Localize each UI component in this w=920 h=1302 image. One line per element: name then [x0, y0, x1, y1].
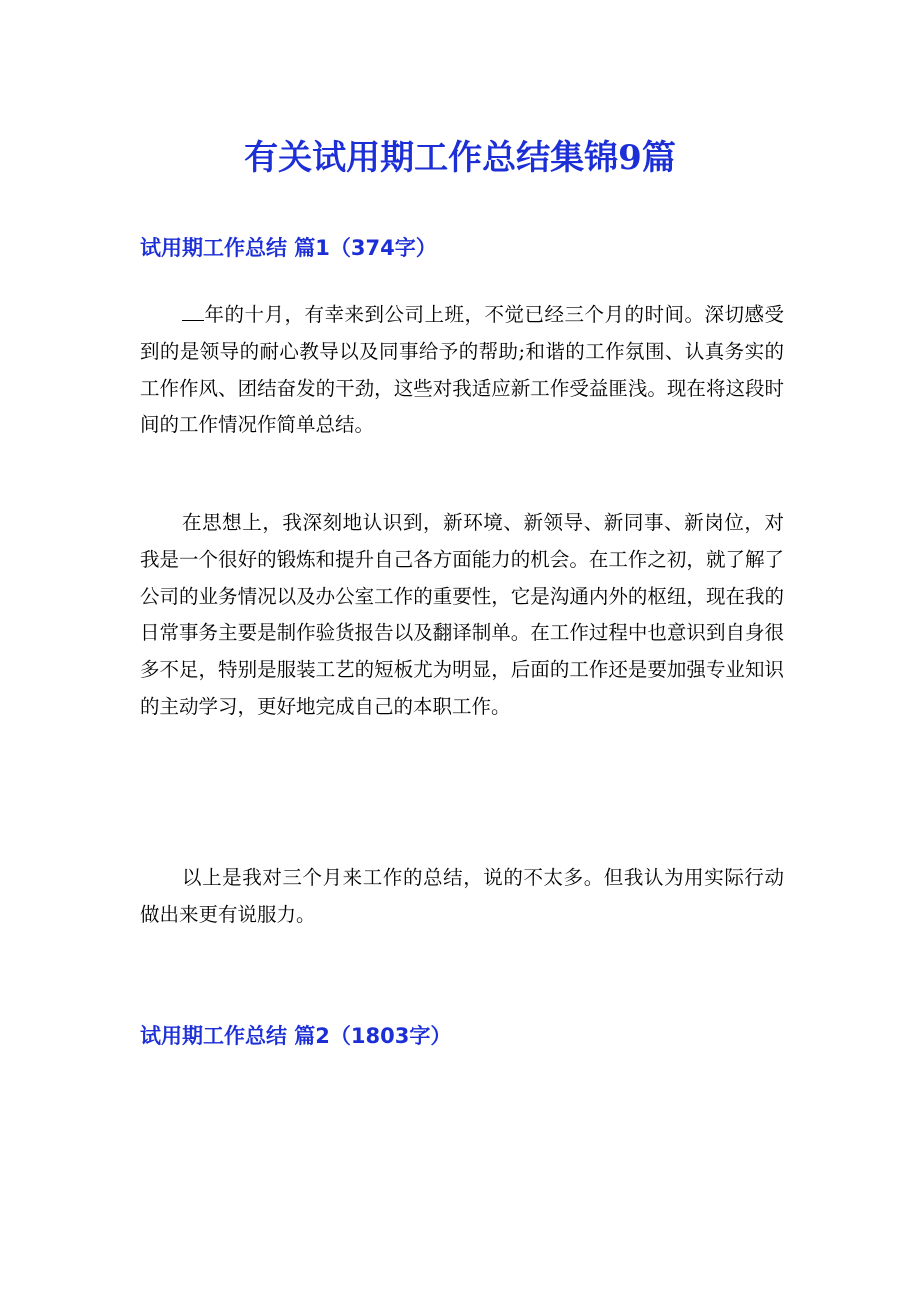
paragraph-1-text: 年的十月，有幸来到公司上班，不觉已经三个月的时间。深切感受到的是领导的耐心教导以及同事给予的帮助;和谐的工作氛围、认真务实的工作作风、团结奋发的干劲，这些对我适应新工作受益匪浅。现在将这段时间的工作情况作简单总结。 [140, 303, 784, 437]
fill-in-blank [182, 302, 204, 321]
document-title: 有关试用期工作总结集锦9篇 [244, 138, 676, 178]
paragraph-2: 在思想上，我深刻地认识到，新环境、新领导、新同事、新岗位，对我是一个很好的锻炼和提升自己各方面能力的机会。在工作之初，就了解了公司的业务情况以及办公室工作的重要性，它是沟通内外的枢纽，现在我的日常事务主要是制作验货报告以及翻译制单。在工作过程中也意识到自身很多不足，特别是服装工艺的短板尤为明显，后面的工作还是要加强专业知识的主动学习，更好地完成自己的本职工作。 [140, 511, 784, 718]
paragraph-3: 以上是我对三个月来工作的总结，说的不太多。但我认为用实际行动做出来更有说服力。 [140, 866, 784, 926]
section-heading-2: 试用期工作总结 篇2（1803字） [140, 1024, 452, 1048]
section-heading-1: 试用期工作总结 篇1（374字） [140, 236, 437, 260]
paragraph-1 [140, 297, 784, 444]
